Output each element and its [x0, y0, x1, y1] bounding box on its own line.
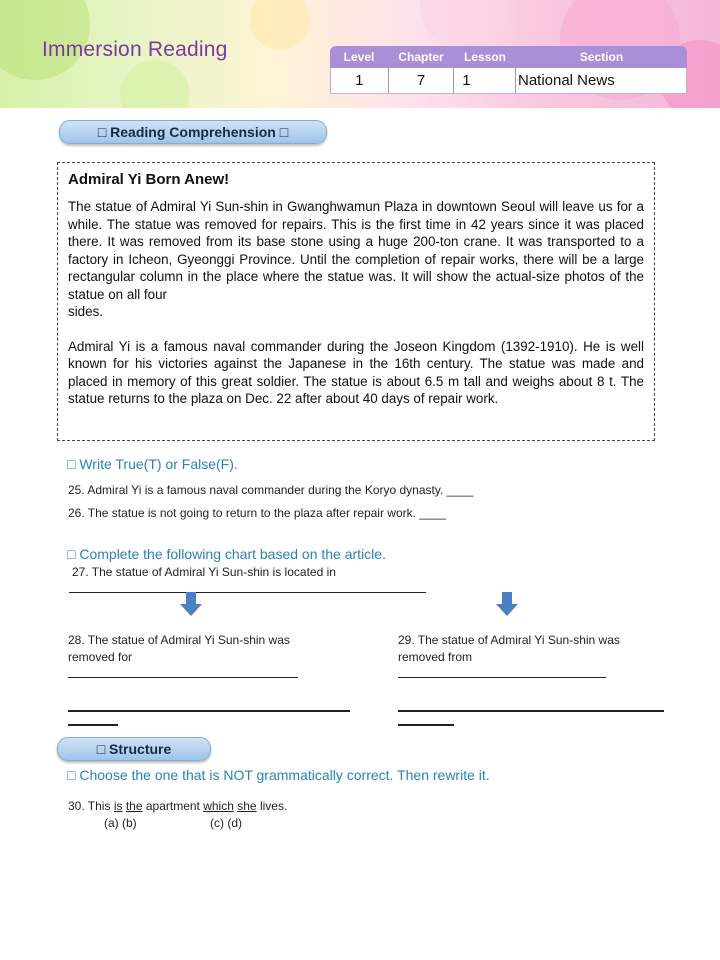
- structure-instruction: □ Choose the one that is NOT grammatically correct. Then rewrite it.: [67, 767, 490, 783]
- question-25: 25. Admiral Yi is a famous naval commander during the Koryo dynasty. ____: [68, 483, 474, 497]
- q30-labels-ab: (a) (b): [104, 816, 137, 830]
- reading-comprehension-heading: □ Reading Comprehension □: [59, 120, 327, 144]
- answer-line-28b[interactable]: [68, 710, 350, 712]
- answer-line-29b[interactable]: [398, 710, 664, 712]
- meta-header-row: [330, 46, 687, 68]
- meta-value-row: [330, 68, 687, 94]
- article-paragraph-2: Admiral Yi is a famous naval commander during the Joseon Kingdom (1392-1910). He is well known for his victories against the Japanese in the 16th century. The statue was made and placed in memory of this great soldier. The statue is about 6.5 m tall and weighs about 8 t. The statue returns to the plaza on Dec. 22 after about 40 days of repair work.: [68, 338, 644, 406]
- question-27: 27. The statue of Admiral Yi Sun-shin is located in: [72, 565, 336, 579]
- meta-section-value: National News: [517, 72, 615, 89]
- article-title: Admiral Yi Born Anew!: [68, 171, 230, 188]
- decor-bubble: [250, 0, 310, 50]
- decor-bubble: [420, 0, 510, 50]
- question-29: 29. The statue of Admiral Yi Sun-shin was removed from: [398, 633, 620, 664]
- q30-option-a: is: [113, 799, 123, 813]
- q30-option-d: she: [237, 799, 257, 813]
- q30-option-c: which: [203, 799, 234, 813]
- structure-heading: □ Structure: [57, 737, 211, 761]
- q30-number: 30. This: [68, 799, 114, 813]
- question-26: 26. The statue is not going to return to the plaza after repair work. ____: [68, 506, 447, 520]
- meta-lesson-value: 1: [454, 68, 516, 93]
- meta-chapter-value: 7: [389, 68, 455, 93]
- meta-col-section: Section: [579, 50, 624, 64]
- answer-line-29c[interactable]: [398, 724, 454, 726]
- article-paragraph-1-end: sides.: [68, 304, 103, 319]
- true-false-instruction: □ Write True(T) or False(F).: [67, 456, 238, 472]
- article-box: [57, 162, 655, 441]
- brand-title: Immersion Reading: [42, 38, 228, 61]
- meta-col-chapter: Chapter: [398, 50, 444, 64]
- chart-instruction: □ Complete the following chart based on the article.: [67, 546, 386, 562]
- question-28: 28. The statue of Admiral Yi Sun-shin was removed for: [68, 633, 290, 664]
- q30-end: lives.: [256, 799, 288, 813]
- down-arrow-icon: [496, 592, 518, 616]
- meta-col-level: Level: [343, 50, 375, 64]
- answer-line-28a[interactable]: [68, 677, 298, 678]
- down-arrow-icon: [180, 592, 202, 616]
- decor-bubble: [120, 60, 190, 108]
- answer-line-28c[interactable]: [68, 724, 118, 726]
- q30-option-b: the: [125, 799, 143, 813]
- meta-level-value: 1: [331, 68, 389, 93]
- q30-middle: apartment: [142, 799, 204, 813]
- meta-col-lesson: Lesson: [463, 50, 506, 64]
- q30-labels-cd: (c) (d): [210, 816, 242, 830]
- article-paragraph-1: The statue of Admiral Yi Sun-shin in Gwanghwamun Plaza in downtown Seoul will leave us for a while. The statue was removed for repairs. This is the first time in 42 years since it was placed there. It was removed from its base stone using a huge 200-ton crane. It was transported to a factory in Icheon, Gyeonggi Province. Until the completion of repair works, there will be a large rectangular column in the place where the statue was. It will show the actual-size photos of the statue on all four: [68, 199, 644, 302]
- answer-line-29a[interactable]: [398, 677, 606, 678]
- header-banner: [0, 0, 720, 108]
- answer-line-27[interactable]: [69, 592, 426, 593]
- lesson-meta-table: [330, 46, 687, 94]
- question-30: [68, 799, 287, 813]
